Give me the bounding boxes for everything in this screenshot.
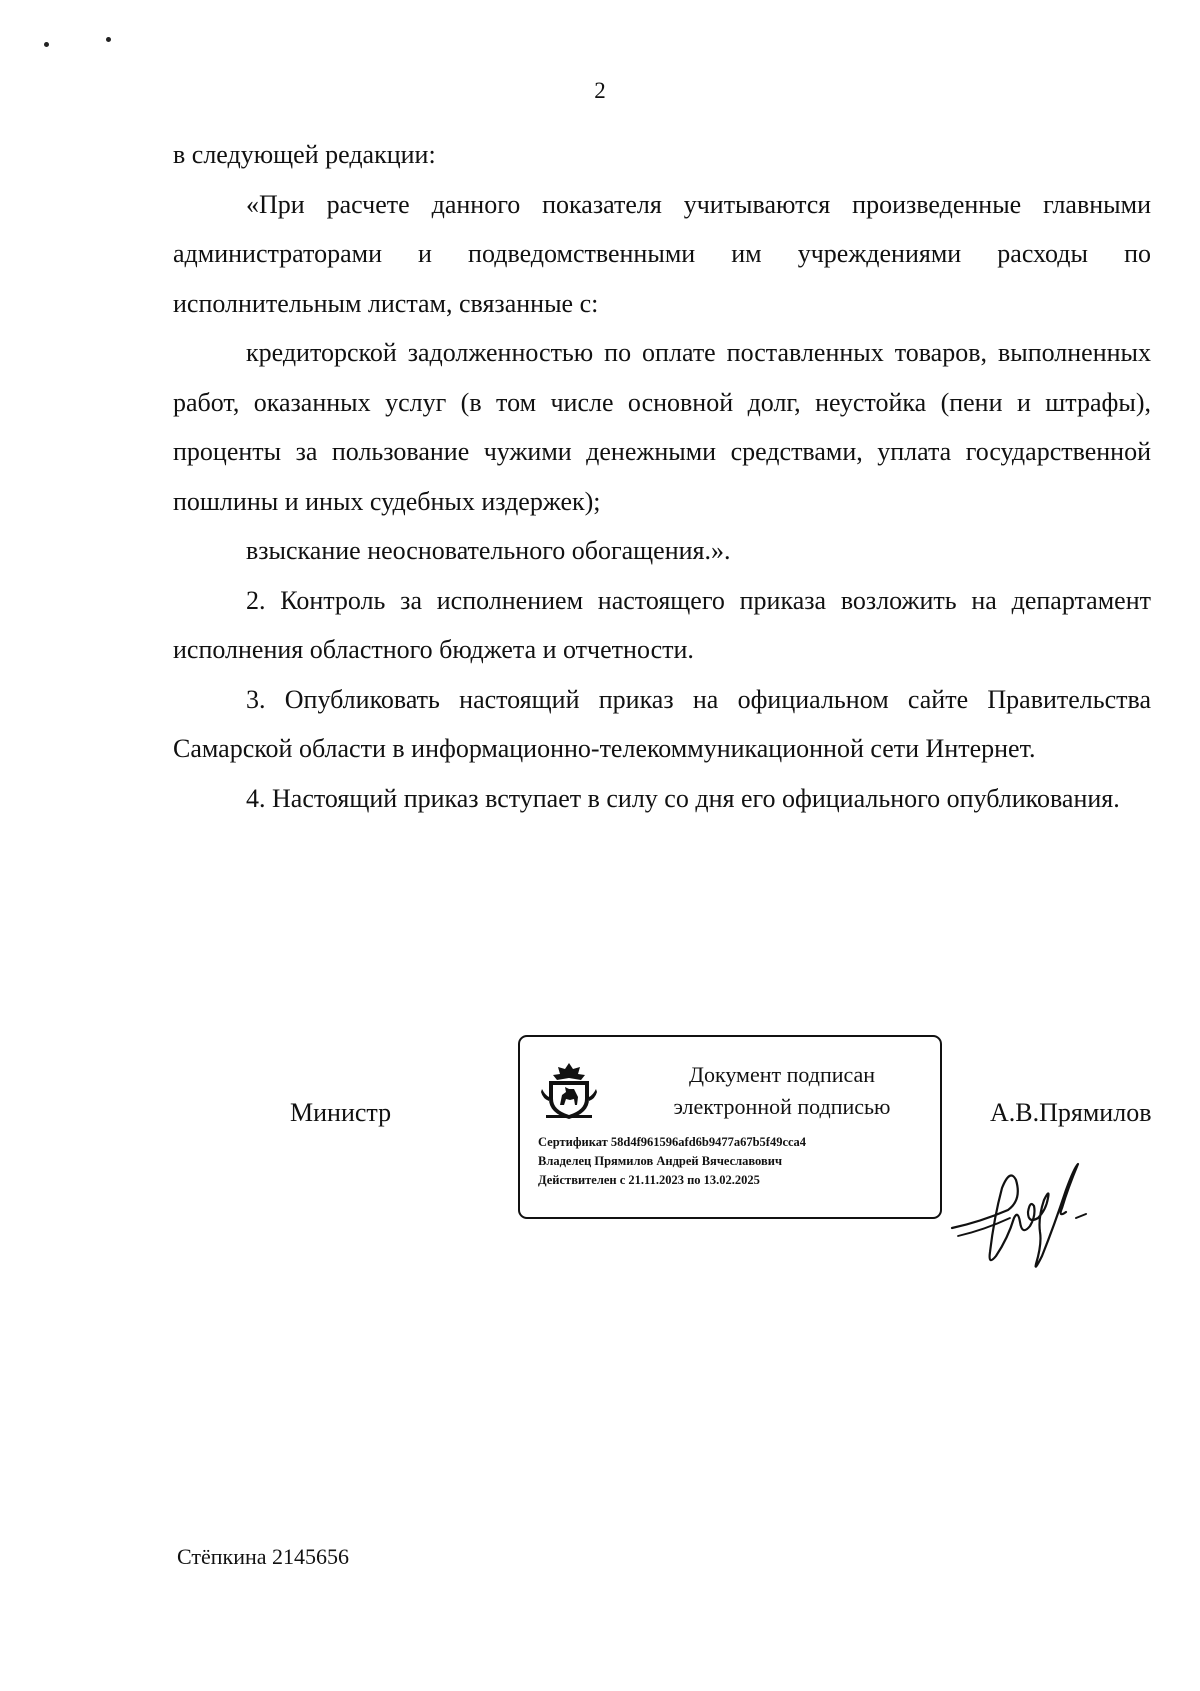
stamp-title-line: Документ подписан	[688, 1062, 876, 1087]
document-body	[173, 130, 1151, 823]
electronic-signature-stamp	[518, 1035, 942, 1219]
scan-speck	[44, 42, 49, 47]
stamp-validity: Действителен с 21.11.2023 по 13.02.2025	[538, 1173, 760, 1187]
paragraph-creditor-debt: кредиторской задолженностью по оплате поставленных товаров, выполненных работ, оказанных услуг (в том числе основной долг, неустойка (пени и штрафы), проценты за пользование чужими денежными средствами, уплата государственной пошлины и иных судебных издержек);	[173, 338, 1151, 516]
paragraph-unjust-enrichment: взыскание неосновательного обогащения.».	[246, 536, 731, 565]
executor-contact: Стёпкина 2145656	[177, 1544, 350, 1569]
stamp-certificate: Сертификат 58d4f961596afd6b9477a67b5f49cca4	[538, 1135, 807, 1149]
stamp-title-line: электронной подписью	[673, 1094, 891, 1119]
scan-speck	[106, 37, 111, 42]
samara-region-coat-of-arms-icon	[540, 1059, 598, 1121]
paragraph-item-4: 4. Настоящий приказ вступает в силу со дня его официального опубликования.	[246, 783, 1120, 813]
handwritten-signature	[950, 1160, 1100, 1275]
paragraph-item-2: 2. Контроль за исполнением настоящего приказа возложить на департамент исполнения областного бюджета и отчетности.	[173, 585, 1151, 664]
paragraph-intro: в следующей редакции:	[173, 140, 436, 169]
page-number: 2	[594, 78, 606, 103]
stamp-details	[538, 1133, 806, 1190]
signer-name: А.В.Прямилов	[990, 1098, 1152, 1127]
paragraph-item-3: 3. Опубликовать настоящий приказ на официальном сайте Правительства Самарской области в информационно-телекоммуникационной сети Интернет.	[173, 684, 1151, 763]
position-title: Министр	[290, 1098, 392, 1127]
paragraph-quote-start: «При расчете данного показателя учитываются произведенные главными администраторами и подведомственными им учреждениями расходы по исполнительным листам, связанные с:	[173, 189, 1151, 318]
stamp-owner: Владелец Прямилов Андрей Вячеславович	[538, 1154, 782, 1168]
stamp-title	[630, 1059, 934, 1123]
